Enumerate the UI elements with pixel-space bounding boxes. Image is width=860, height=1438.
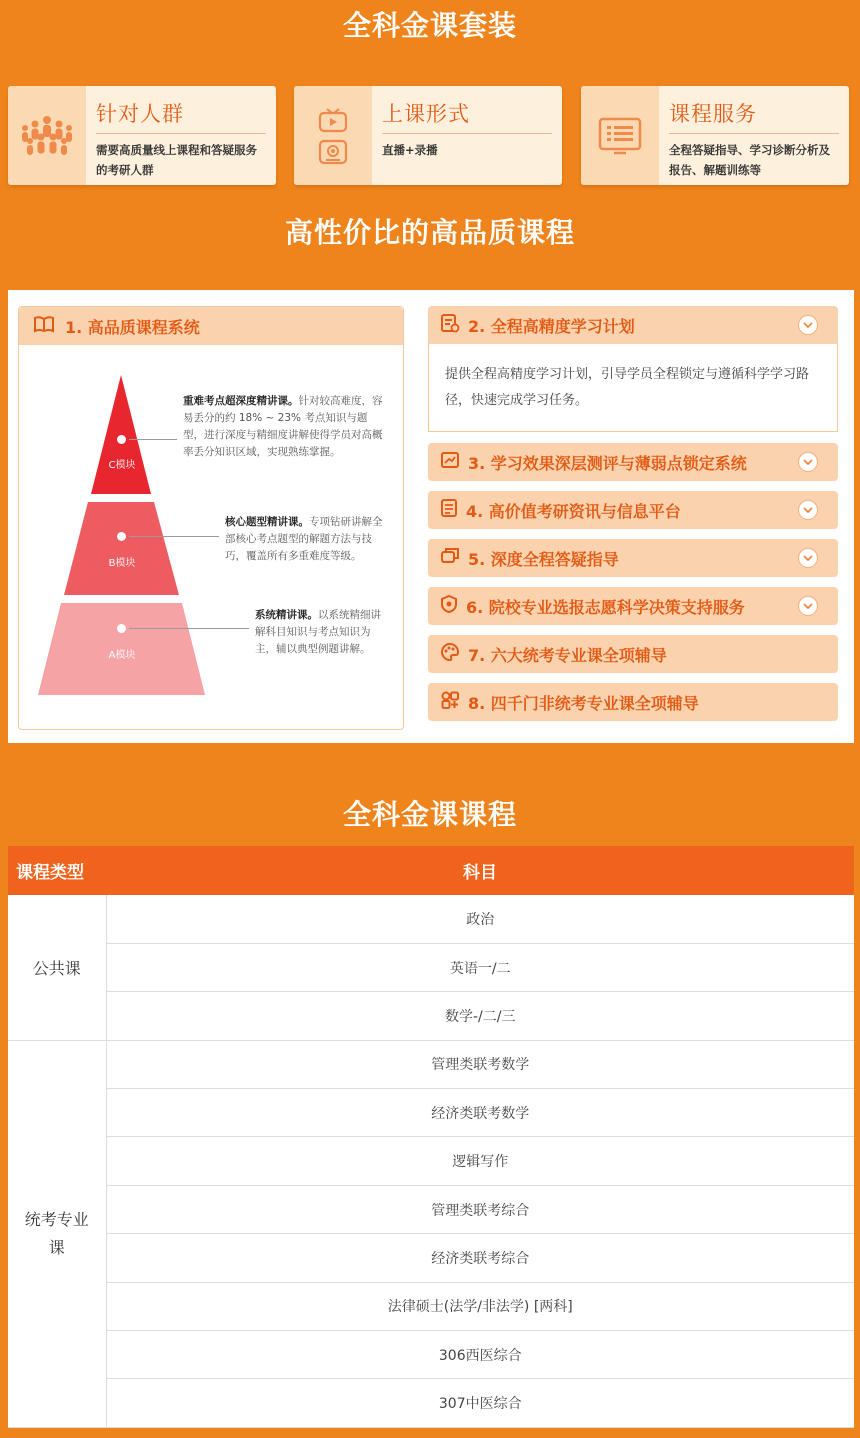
palette-icon xyxy=(440,642,460,666)
chart-icon xyxy=(440,451,460,473)
plan-icon xyxy=(440,313,460,337)
accordion-item-assessment[interactable] xyxy=(428,443,838,481)
connector-line xyxy=(129,439,177,440)
category-cell: 统考专业课 xyxy=(8,1040,106,1427)
table-row xyxy=(8,1137,854,1185)
table-row xyxy=(8,1040,854,1088)
card-title: 上课形式 xyxy=(382,98,552,134)
course-table xyxy=(8,846,854,1428)
table-row xyxy=(8,1234,854,1282)
features-panel xyxy=(8,290,854,743)
subject-cell: 逻辑写作 xyxy=(106,1137,854,1185)
book-icon xyxy=(33,315,55,337)
pyramid-dot xyxy=(117,624,126,633)
section-title: 高性价比的高品质课程 xyxy=(284,216,575,249)
accordion-label: 2. 全程高精度学习计划 xyxy=(468,316,635,336)
subject-cell: 经济类联考综合 xyxy=(106,1234,854,1282)
accordion-label: 3. 学习效果深层测评与薄弱点锁定系统 xyxy=(468,453,747,473)
subject-cell: 管理类联考数学 xyxy=(106,1040,854,1088)
card-target-audience xyxy=(8,86,276,185)
feature-label: 1. 高品质课程系统 xyxy=(65,317,200,337)
category-cell: 公共课 xyxy=(8,895,106,1040)
table-row xyxy=(8,1331,854,1379)
column-header-type: 课程类型 xyxy=(8,846,106,895)
module-b-description: 核心题型精讲课。专项钻研讲解全部核心考点题型的解题方法与技巧，覆盖所有多重难度等级。 xyxy=(225,516,383,562)
page-title: 全科金课套装 xyxy=(342,9,517,42)
subject-cell: 307中医综合 xyxy=(106,1379,854,1427)
table-row xyxy=(8,895,854,943)
pyramid-dot xyxy=(117,435,126,444)
accordion-label: 8. 四千门非统考专业课全项辅导 xyxy=(468,693,699,713)
subject-cell: 英语一/二 xyxy=(106,943,854,991)
subject-cell: 管理类联考综合 xyxy=(106,1185,854,1233)
accordion-label: 4. 高价值考研资讯与信息平台 xyxy=(466,501,681,521)
chevron-down-icon[interactable] xyxy=(798,548,818,568)
card-class-format xyxy=(294,86,562,185)
table-row xyxy=(8,992,854,1040)
card-title: 针对人群 xyxy=(96,98,266,134)
table-row xyxy=(8,1185,854,1233)
accordion-body-study-plan: 提供全程高精度学习计划，引导学员全程锁定与遵循科学学习路径，快速完成学习任务。 xyxy=(428,342,838,432)
module-a-description: 系统精讲课。以系统精细讲解科目知识与考点知识为主，辅以典型例题讲解。 xyxy=(255,609,381,655)
section-title: 全科金课课程 xyxy=(342,798,517,831)
accordion-item-application-decision[interactable] xyxy=(428,587,838,625)
chevron-down-icon[interactable] xyxy=(798,452,818,472)
subject-cell: 306西医综合 xyxy=(106,1331,854,1379)
accordion-label: 5. 深度全程答疑指导 xyxy=(468,549,619,569)
module-a-label: A模块 xyxy=(108,650,136,661)
accordion-item-info-platform[interactable] xyxy=(428,491,838,529)
table-row xyxy=(8,1089,854,1137)
card-course-service xyxy=(581,86,849,185)
grid-icon xyxy=(440,690,460,714)
people-icon xyxy=(8,86,86,185)
accordion-label: 7. 六大统考专业课全项辅导 xyxy=(468,645,667,665)
table-row xyxy=(8,1282,854,1330)
chevron-up-icon[interactable] xyxy=(798,315,818,335)
accordion-item-qa-guidance[interactable] xyxy=(428,539,838,577)
connector-line xyxy=(129,536,219,537)
feature-header[interactable] xyxy=(19,307,403,345)
chat-icon xyxy=(440,547,460,569)
card-description: 直播+录播 xyxy=(382,143,438,157)
connector-line xyxy=(129,628,249,629)
table-row xyxy=(8,1379,854,1427)
accordion-item-non-unified-subjects[interactable] xyxy=(428,683,838,721)
subject-cell: 经济类联考数学 xyxy=(106,1089,854,1137)
table-header-row xyxy=(8,846,854,895)
chevron-down-icon[interactable] xyxy=(798,596,818,616)
pyramid-dot xyxy=(117,532,126,541)
module-c-label: C模块 xyxy=(108,460,136,471)
subject-cell: 法律硕士(法学/非法学) [两科] xyxy=(106,1282,854,1330)
accordion-label: 6. 院校专业选报志愿科学决策支持服务 xyxy=(466,597,745,617)
shield-icon xyxy=(440,594,458,618)
subject-cell: 数学-/二/三 xyxy=(106,992,854,1040)
module-b-label: B模块 xyxy=(108,558,136,569)
chevron-down-icon[interactable] xyxy=(798,500,818,520)
accordion-item-study-plan[interactable] xyxy=(428,306,838,344)
document-icon xyxy=(440,498,458,522)
feature-quality-system xyxy=(18,306,404,730)
accordion-item-six-subjects[interactable] xyxy=(428,635,838,673)
subject-cell: 政治 xyxy=(106,895,854,943)
card-title: 课程服务 xyxy=(669,98,839,134)
table-row xyxy=(8,943,854,991)
module-c-description: 重难考点超深度精讲课。针对较高难度，容易丢分的约 18% ~ 23% 考点知识与题型，进行深度与精细度讲解使得学员对高概率丢分知识区域，实现熟练掌握。 xyxy=(183,395,383,458)
video-icon xyxy=(294,86,372,185)
card-description: 全程答疑指导、学习诊断分析及报告、解题训练等 xyxy=(669,143,830,177)
column-header-subject: 科目 xyxy=(106,846,854,895)
list-icon xyxy=(581,86,659,185)
card-description: 需要高质量线上课程和答疑服务的考研人群 xyxy=(96,143,257,177)
